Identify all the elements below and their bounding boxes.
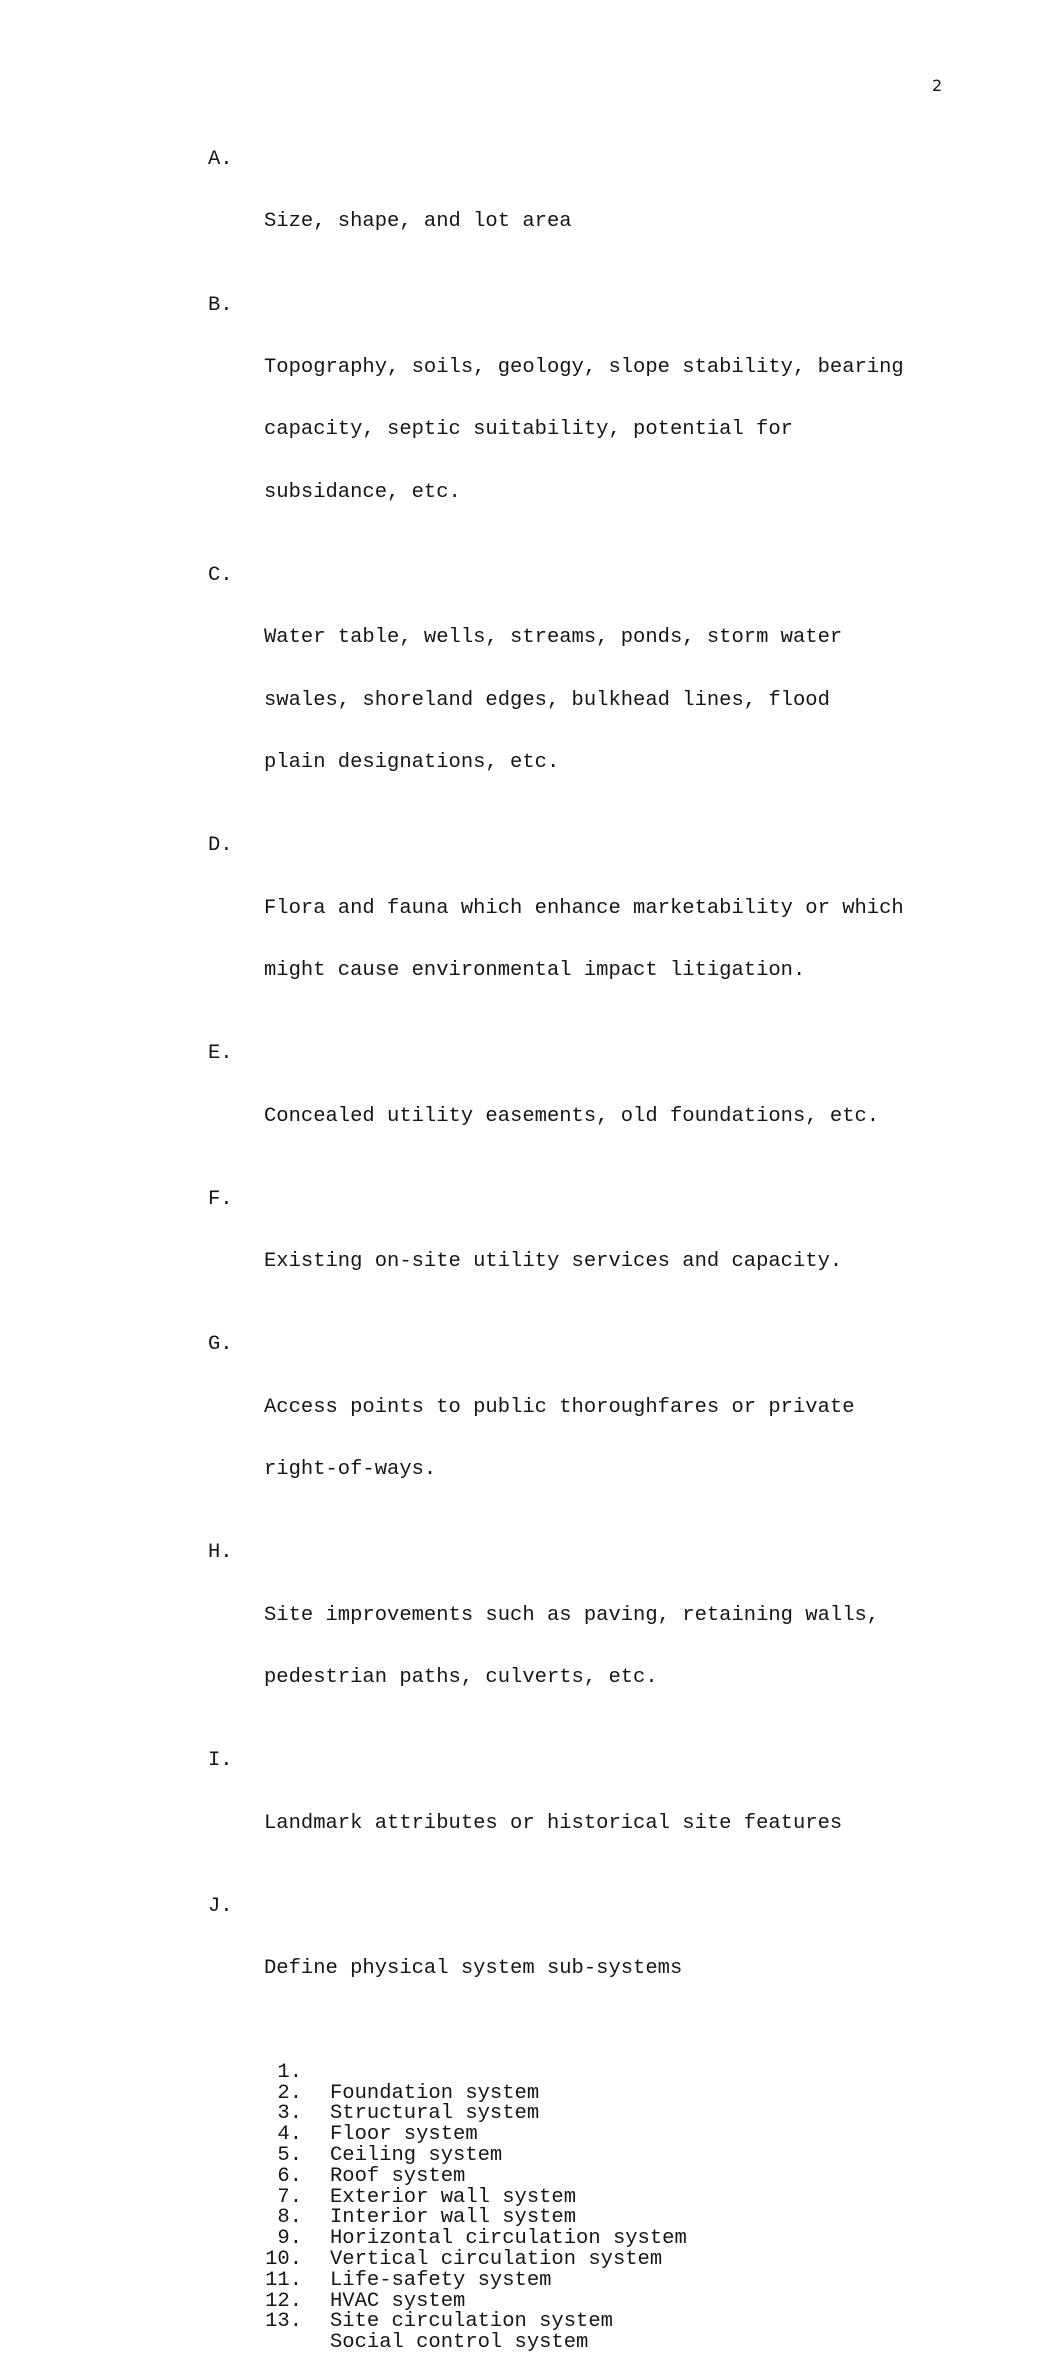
item-text-line: Existing on-site utility services and capacity. [264,1250,843,1274]
subsystem-number: 6. [277,2164,302,2188]
subsystem-number: 12. [265,2289,302,2313]
subsystem-label: Life-safety system [330,2268,552,2292]
subsystem-number: 3. [277,2102,302,2126]
item-text-line: Concealed utility easements, old foundations, etc. [264,1104,880,1128]
subsystem-number: 5. [277,2144,302,2167]
item-text-line: Site improvements such as paving, retaining walls, [264,1603,880,1627]
item-letter: C. [208,563,233,587]
subsystem-label: Structural system [330,2102,540,2126]
item-letter: F. [208,1187,233,1211]
subsystem-number: 11. [265,2268,302,2292]
subsystem-number: 7. [277,2185,302,2209]
list-item-c [208,563,968,816]
subsystem-item [264,2042,968,2105]
subsystem-label: Foundation system [330,2081,540,2105]
subsystem-label: Roof system [330,2164,466,2188]
item-text-line: subsidance, etc. [264,480,461,504]
page-number: 2 [932,76,943,95]
subsystem-label: Floor system [330,2123,478,2147]
item-text-line: right-of-ways. [264,1458,437,1482]
list-item-e [208,1044,968,1169]
subsystem-label: Social control system [330,2331,589,2355]
subsystem-number: 1. [277,2060,302,2084]
list-item-g [208,1335,968,1522]
list-item-a [208,150,968,275]
list-item-d [208,836,968,1023]
subsystem-label: Ceiling system [330,2144,503,2167]
list-item-f [208,1187,968,1315]
list-item-b [208,293,968,546]
site-analysis-list [208,148,968,2355]
subsystem-label: Site circulation system [330,2310,613,2334]
item-text-line: Define physical system sub-systems [264,1957,683,1981]
item-text-line: plain designations, etc. [264,751,560,775]
subsystem-number: 8. [277,2206,302,2230]
list-item-h [208,1543,968,1730]
list-item-i [208,1751,968,1876]
subsystem-label: Horizontal circulation system [330,2227,687,2251]
subsystem-label: Interior wall system [330,2206,577,2230]
item-letter: G. [208,1333,233,1357]
list-item-j [208,1894,968,2022]
subsystem-number: 13. [265,2310,302,2334]
item-letter: D. [208,834,233,858]
item-text-line: Access points to public thoroughfares or private [264,1395,855,1419]
item-text-line: Size, shape, and lot area [264,210,572,234]
subsystem-label: HVAC system [330,2289,466,2313]
subsystem-number: 2. [277,2081,302,2105]
item-text-line: Topography, soils, geology, slope stability, bearing [264,355,904,379]
item-letter: J. [208,1894,233,1918]
subsystem-label: Exterior wall system [330,2185,577,2209]
subsystem-label: Vertical circulation system [330,2247,663,2271]
subsystem-list [264,2042,968,2355]
subsystem-number: 4. [277,2123,302,2147]
item-letter: I. [208,1749,233,1773]
item-text-line: might cause environmental impact litigation. [264,959,806,983]
item-letter: A. [208,148,233,171]
item-letter: B. [208,293,233,317]
item-text-line: pedestrian paths, culverts, etc. [264,1666,658,1690]
item-text-line: Flora and fauna which enhance marketability or which [264,896,904,920]
subsystem-number: 10. [265,2247,302,2271]
item-letter: H. [208,1541,233,1565]
item-letter: E. [208,1042,233,1066]
item-text-line: capacity, septic suitability, potential for [264,418,793,442]
subsystem-number: 9. [277,2227,302,2251]
item-text-line: Water table, wells, streams, ponds, storm water [264,626,843,650]
item-text-line: swales, shoreland edges, bulkhead lines, flood [264,688,830,712]
item-text-line: Landmark attributes or historical site features [264,1811,843,1835]
